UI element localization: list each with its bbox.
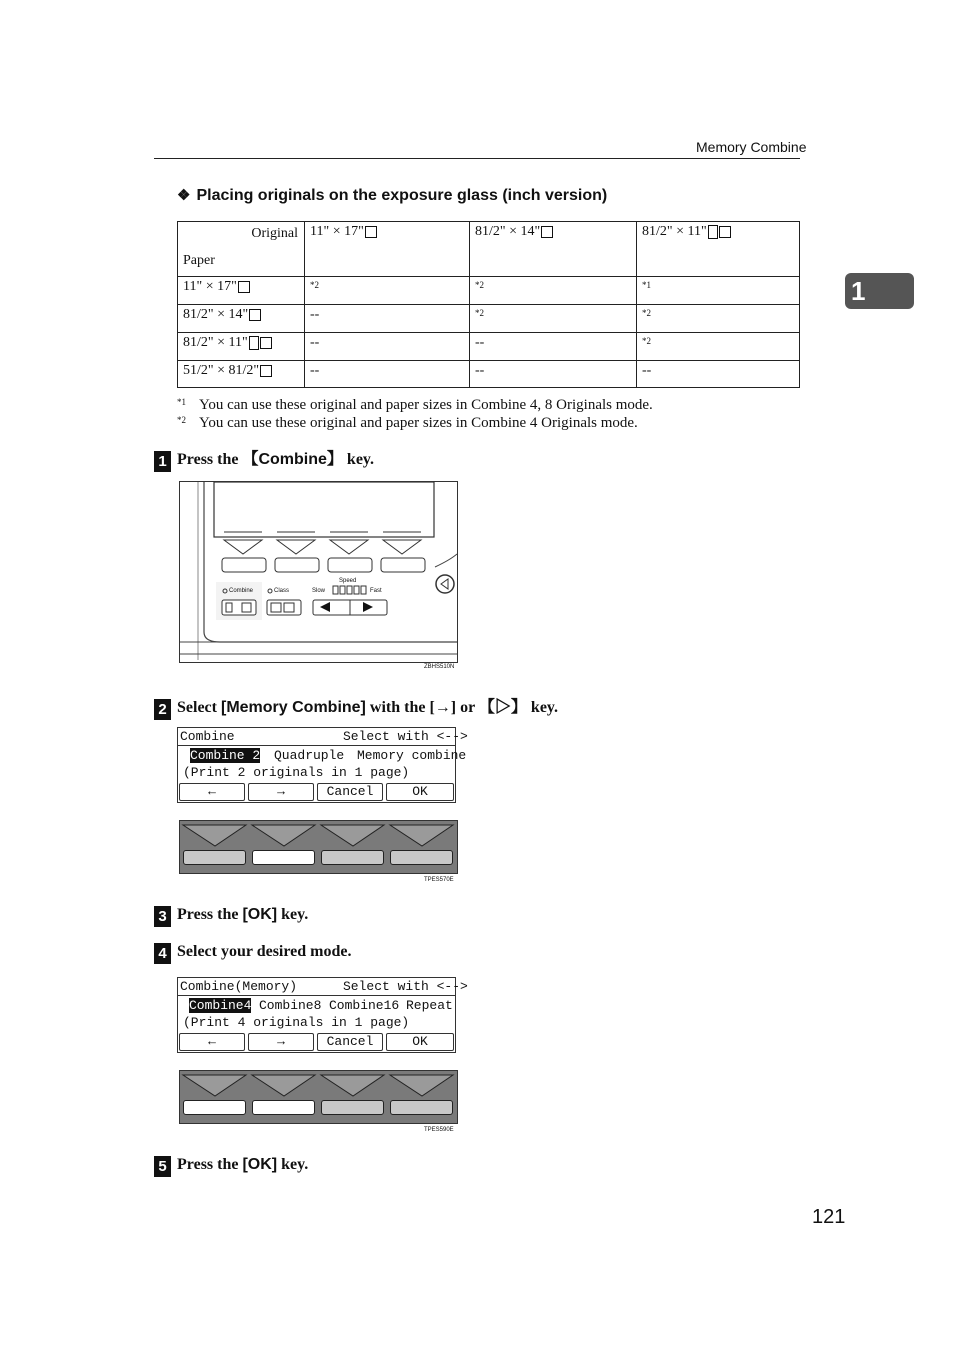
lcd-left-button[interactable]: ← [179,1033,245,1051]
selection-key-4[interactable] [390,850,453,865]
step-4: 4 Select your desired mode. [154,943,352,964]
lcd-option-selected[interactable]: Combine 2 [190,748,261,763]
selection-key-2[interactable] [252,850,315,865]
panel-drawing [180,482,457,662]
lcd-right-button[interactable]: → [248,783,314,801]
lcd-screen-combine-memory [177,977,468,1053]
table-row: 81/2" × 14" -- *2 *2 [178,305,800,333]
landscape-paper-icon [238,281,250,293]
landscape-paper-icon [260,365,272,377]
running-title: Memory Combine [696,139,807,155]
lcd-option[interactable]: Combine16 [329,998,400,1013]
lcd-title: Combine [180,729,235,744]
lcd-option[interactable]: Quadruple [274,748,345,763]
lcd-option[interactable]: Repeat [406,998,453,1013]
slow-label: Slow [312,588,326,594]
selection-key-3[interactable] [321,1100,384,1115]
lcd-option[interactable]: Memory combine [357,748,467,763]
step-number-icon: 5 [154,1156,171,1177]
lcd-cancel-button[interactable]: Cancel [317,1033,383,1051]
step-number-icon: 4 [154,943,171,964]
selection-key-2[interactable] [252,1100,315,1115]
key-arrows [180,1071,457,1101]
lcd-description: (Print 4 originals in 1 page) [183,1015,410,1030]
lcd-right-button[interactable]: → [248,1033,314,1051]
selection-key-1[interactable] [183,1100,246,1115]
table-row: 11" × 17" *2 *2 *1 [178,277,800,305]
selection-key-1[interactable] [183,850,246,865]
landscape-paper-icon [719,226,731,238]
selection-key-4[interactable] [390,1100,453,1115]
portrait-paper-icon [249,336,259,350]
step-3: 3 Press the [OK] key. [154,906,308,927]
figure-code: TPES570E [424,877,454,883]
figure-code: ZBHS510N [424,664,455,670]
speed-label: Speed [339,578,357,584]
col-header: 81/2" × 14" [470,222,637,277]
selection-key-3[interactable] [321,850,384,865]
lcd-ok-button[interactable]: OK [386,783,454,801]
lcd-hint: Select with <--> [343,729,468,744]
lcd-cancel-button[interactable]: Cancel [317,783,383,801]
lcd-title: Combine(Memory) [180,979,298,994]
selection-keys [179,1070,458,1124]
fast-label: Fast [370,588,382,594]
step-number-icon: 3 [154,906,171,927]
size-table [177,221,800,388]
col-header: 11" × 17" [305,222,470,277]
portrait-paper-icon [708,225,718,239]
step-2: 2 Select [Memory Combine] with the [→] or 【▷】 key. [154,694,558,720]
step-1: 1 Press the 【Combine】 key. [154,446,374,472]
step-number-icon: 2 [154,699,171,720]
corner-cell: Original Paper [178,222,305,277]
landscape-paper-icon [365,226,377,238]
page-number: 121 [812,1206,846,1228]
footnote: *2 You can use these original and paper sizes in Combine 4 Originals mode. [177,415,638,431]
lcd-ok-button[interactable]: OK [386,1033,454,1051]
lcd-left-button[interactable]: ← [179,783,245,801]
header-rule [154,158,800,159]
landscape-paper-icon [260,337,272,349]
section-title: Placing originals on the exposure glass (inch version) [196,187,608,204]
lcd-screen-combine [177,727,468,803]
landscape-paper-icon [249,309,261,321]
diamond-icon: ❖ [177,187,191,204]
step-number-icon: 1 [154,451,171,472]
landscape-paper-icon [541,226,553,238]
col-header: 81/2" × 11" [637,222,800,277]
lcd-option-selected[interactable]: Combine4 [189,998,252,1013]
key-arrows [180,821,457,851]
lcd-option[interactable]: Combine8 [259,998,322,1013]
operation-panel-illustration [179,481,458,663]
combine-key-label: Combine [229,588,254,594]
table-row: 51/2" × 81/2" -- -- -- [178,361,800,388]
chapter-tab: 1 [845,273,914,309]
selection-keys [179,820,458,874]
section-heading [177,186,607,205]
lcd-hint: Select with <--> [343,979,468,994]
footnote: *1 You can use these original and paper sizes in Combine 4, 8 Originals mode. [177,397,653,413]
step-5: 5 Press the [OK] key. [154,1156,308,1177]
figure-code: TPES590E [424,1127,454,1133]
lcd-description: (Print 2 originals in 1 page) [183,765,410,780]
table-row: 81/2" × 11" -- -- *2 [178,333,800,361]
class-key-label: Class [274,588,290,594]
